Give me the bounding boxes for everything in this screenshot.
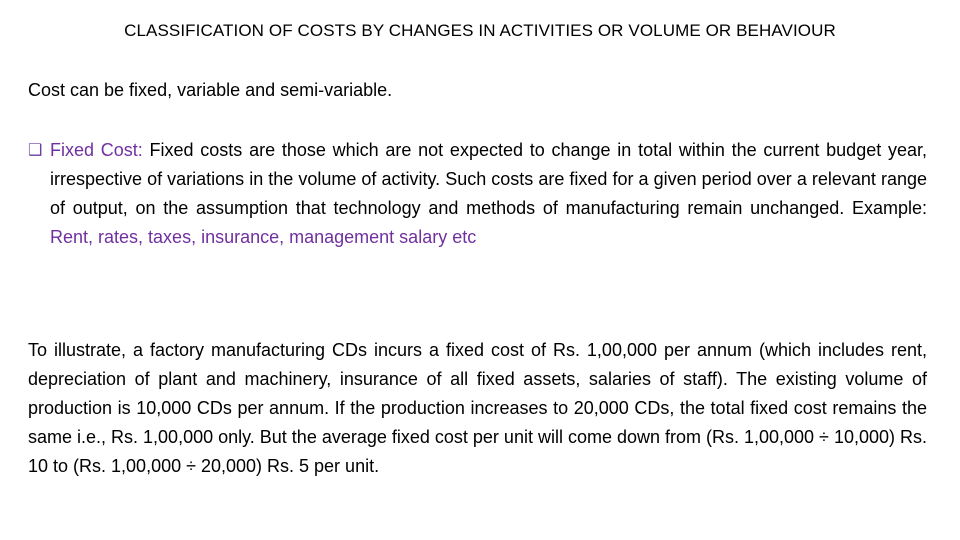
illustration-paragraph: To illustrate, a factory manufacturing CDs incurs a fixed cost of Rs. 1,00,000 per annum (which includes rent, depreciation of plant and machinery, insurance of all fixed assets, salaries of staff). The existing volume of production is 10,000 CDs per annum. If the production increases to 20,000 CDs, the total fixed cost remains the same i.e., Rs. 1,00,000 only. But the average fixed cost per unit will come down from (Rs. 1,00,000 ÷ 10,000) Rs. 10 to (Rs. 1,00,000 ÷ 20,000) Rs. 5 per unit. xyxy=(28,340,927,476)
intro-text: Cost can be fixed, variable and semi-variable. xyxy=(28,80,393,100)
fixed-cost-examples: Rent, rates, taxes, insurance, management salary etc xyxy=(50,227,477,247)
fixed-cost-body: Fixed costs are those which are not expected to change in total within the current budget year, irrespective of variations in the volume of activity. Such costs are fixed for a given period over a relevant range of output, on the assumption that technology and methods of manufacturing remain unchanged. Example: xyxy=(50,140,927,218)
slide-title: CLASSIFICATION OF COSTS BY CHANGES IN ACTIVITIES OR VOLUME OR BEHAVIOUR xyxy=(124,21,836,40)
checkbox-square-bullet-icon: ❑ xyxy=(28,142,43,159)
fixed-cost-text xyxy=(50,136,927,252)
fixed-cost-heading: Fixed Cost: xyxy=(50,140,143,160)
fixed-cost-bullet xyxy=(28,136,927,252)
fixed-cost-bullet-line xyxy=(28,136,927,252)
